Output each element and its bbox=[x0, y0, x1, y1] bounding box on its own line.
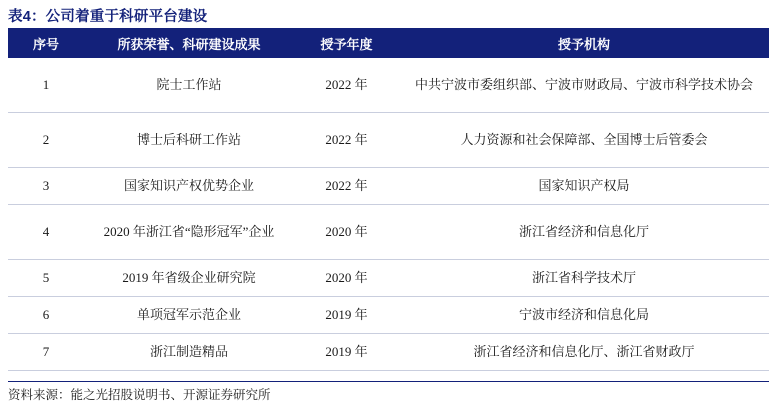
cell-no: 1 bbox=[8, 58, 84, 113]
cell-year: 2022 年 bbox=[294, 113, 399, 168]
table-row bbox=[8, 334, 769, 371]
cell-org: 人力资源和社会保障部、全国博士后管委会 bbox=[399, 113, 769, 168]
column-header-org: 授予机构 bbox=[399, 28, 769, 58]
cell-org: 国家知识产权局 bbox=[399, 168, 769, 205]
column-header-year: 授予年度 bbox=[294, 28, 399, 58]
table-row bbox=[8, 297, 769, 334]
cell-no: 2 bbox=[8, 113, 84, 168]
column-header-no: 序号 bbox=[8, 28, 84, 58]
cell-org: 浙江省经济和信息化厅 bbox=[399, 205, 769, 260]
cell-year: 2022 年 bbox=[294, 58, 399, 113]
cell-honor: 浙江制造精品 bbox=[84, 334, 294, 371]
cell-honor: 2019 年省级企业研究院 bbox=[84, 260, 294, 297]
table-body bbox=[8, 58, 769, 371]
cell-year: 2019 年 bbox=[294, 297, 399, 334]
cell-honor: 博士后科研工作站 bbox=[84, 113, 294, 168]
cell-no: 6 bbox=[8, 297, 84, 334]
cell-org: 宁波市经济和信息化局 bbox=[399, 297, 769, 334]
cell-year: 2020 年 bbox=[294, 260, 399, 297]
cell-org: 中共宁波市委组织部、宁波市财政局、宁波市科学技术协会 bbox=[399, 58, 769, 113]
source-note: 资料来源：能之光招股说明书、开源证券研究所 bbox=[8, 388, 271, 402]
cell-no: 5 bbox=[8, 260, 84, 297]
cell-org: 浙江省经济和信息化厅、浙江省财政厅 bbox=[399, 334, 769, 371]
cell-honor: 2020 年浙江省“隐形冠军”企业 bbox=[84, 205, 294, 260]
cell-org: 浙江省科学技术厅 bbox=[399, 260, 769, 297]
table-row bbox=[8, 113, 769, 168]
table-header bbox=[8, 28, 769, 58]
cell-year: 2020 年 bbox=[294, 205, 399, 260]
table-row bbox=[8, 205, 769, 260]
table-row bbox=[8, 58, 769, 113]
cell-honor: 单项冠军示范企业 bbox=[84, 297, 294, 334]
cell-no: 3 bbox=[8, 168, 84, 205]
cell-year: 2019 年 bbox=[294, 334, 399, 371]
column-header-honor: 所获荣誉、科研建设成果 bbox=[84, 28, 294, 58]
source-divider bbox=[8, 381, 769, 382]
table-header-row bbox=[8, 28, 769, 58]
table-row bbox=[8, 260, 769, 297]
cell-honor: 院士工作站 bbox=[84, 58, 294, 113]
cell-year: 2022 年 bbox=[294, 168, 399, 205]
honors-table bbox=[8, 28, 769, 371]
table-caption: 表4：公司着重于科研平台建设 bbox=[8, 9, 208, 25]
table-row bbox=[8, 168, 769, 205]
cell-honor: 国家知识产权优势企业 bbox=[84, 168, 294, 205]
cell-no: 7 bbox=[8, 334, 84, 371]
cell-no: 4 bbox=[8, 205, 84, 260]
